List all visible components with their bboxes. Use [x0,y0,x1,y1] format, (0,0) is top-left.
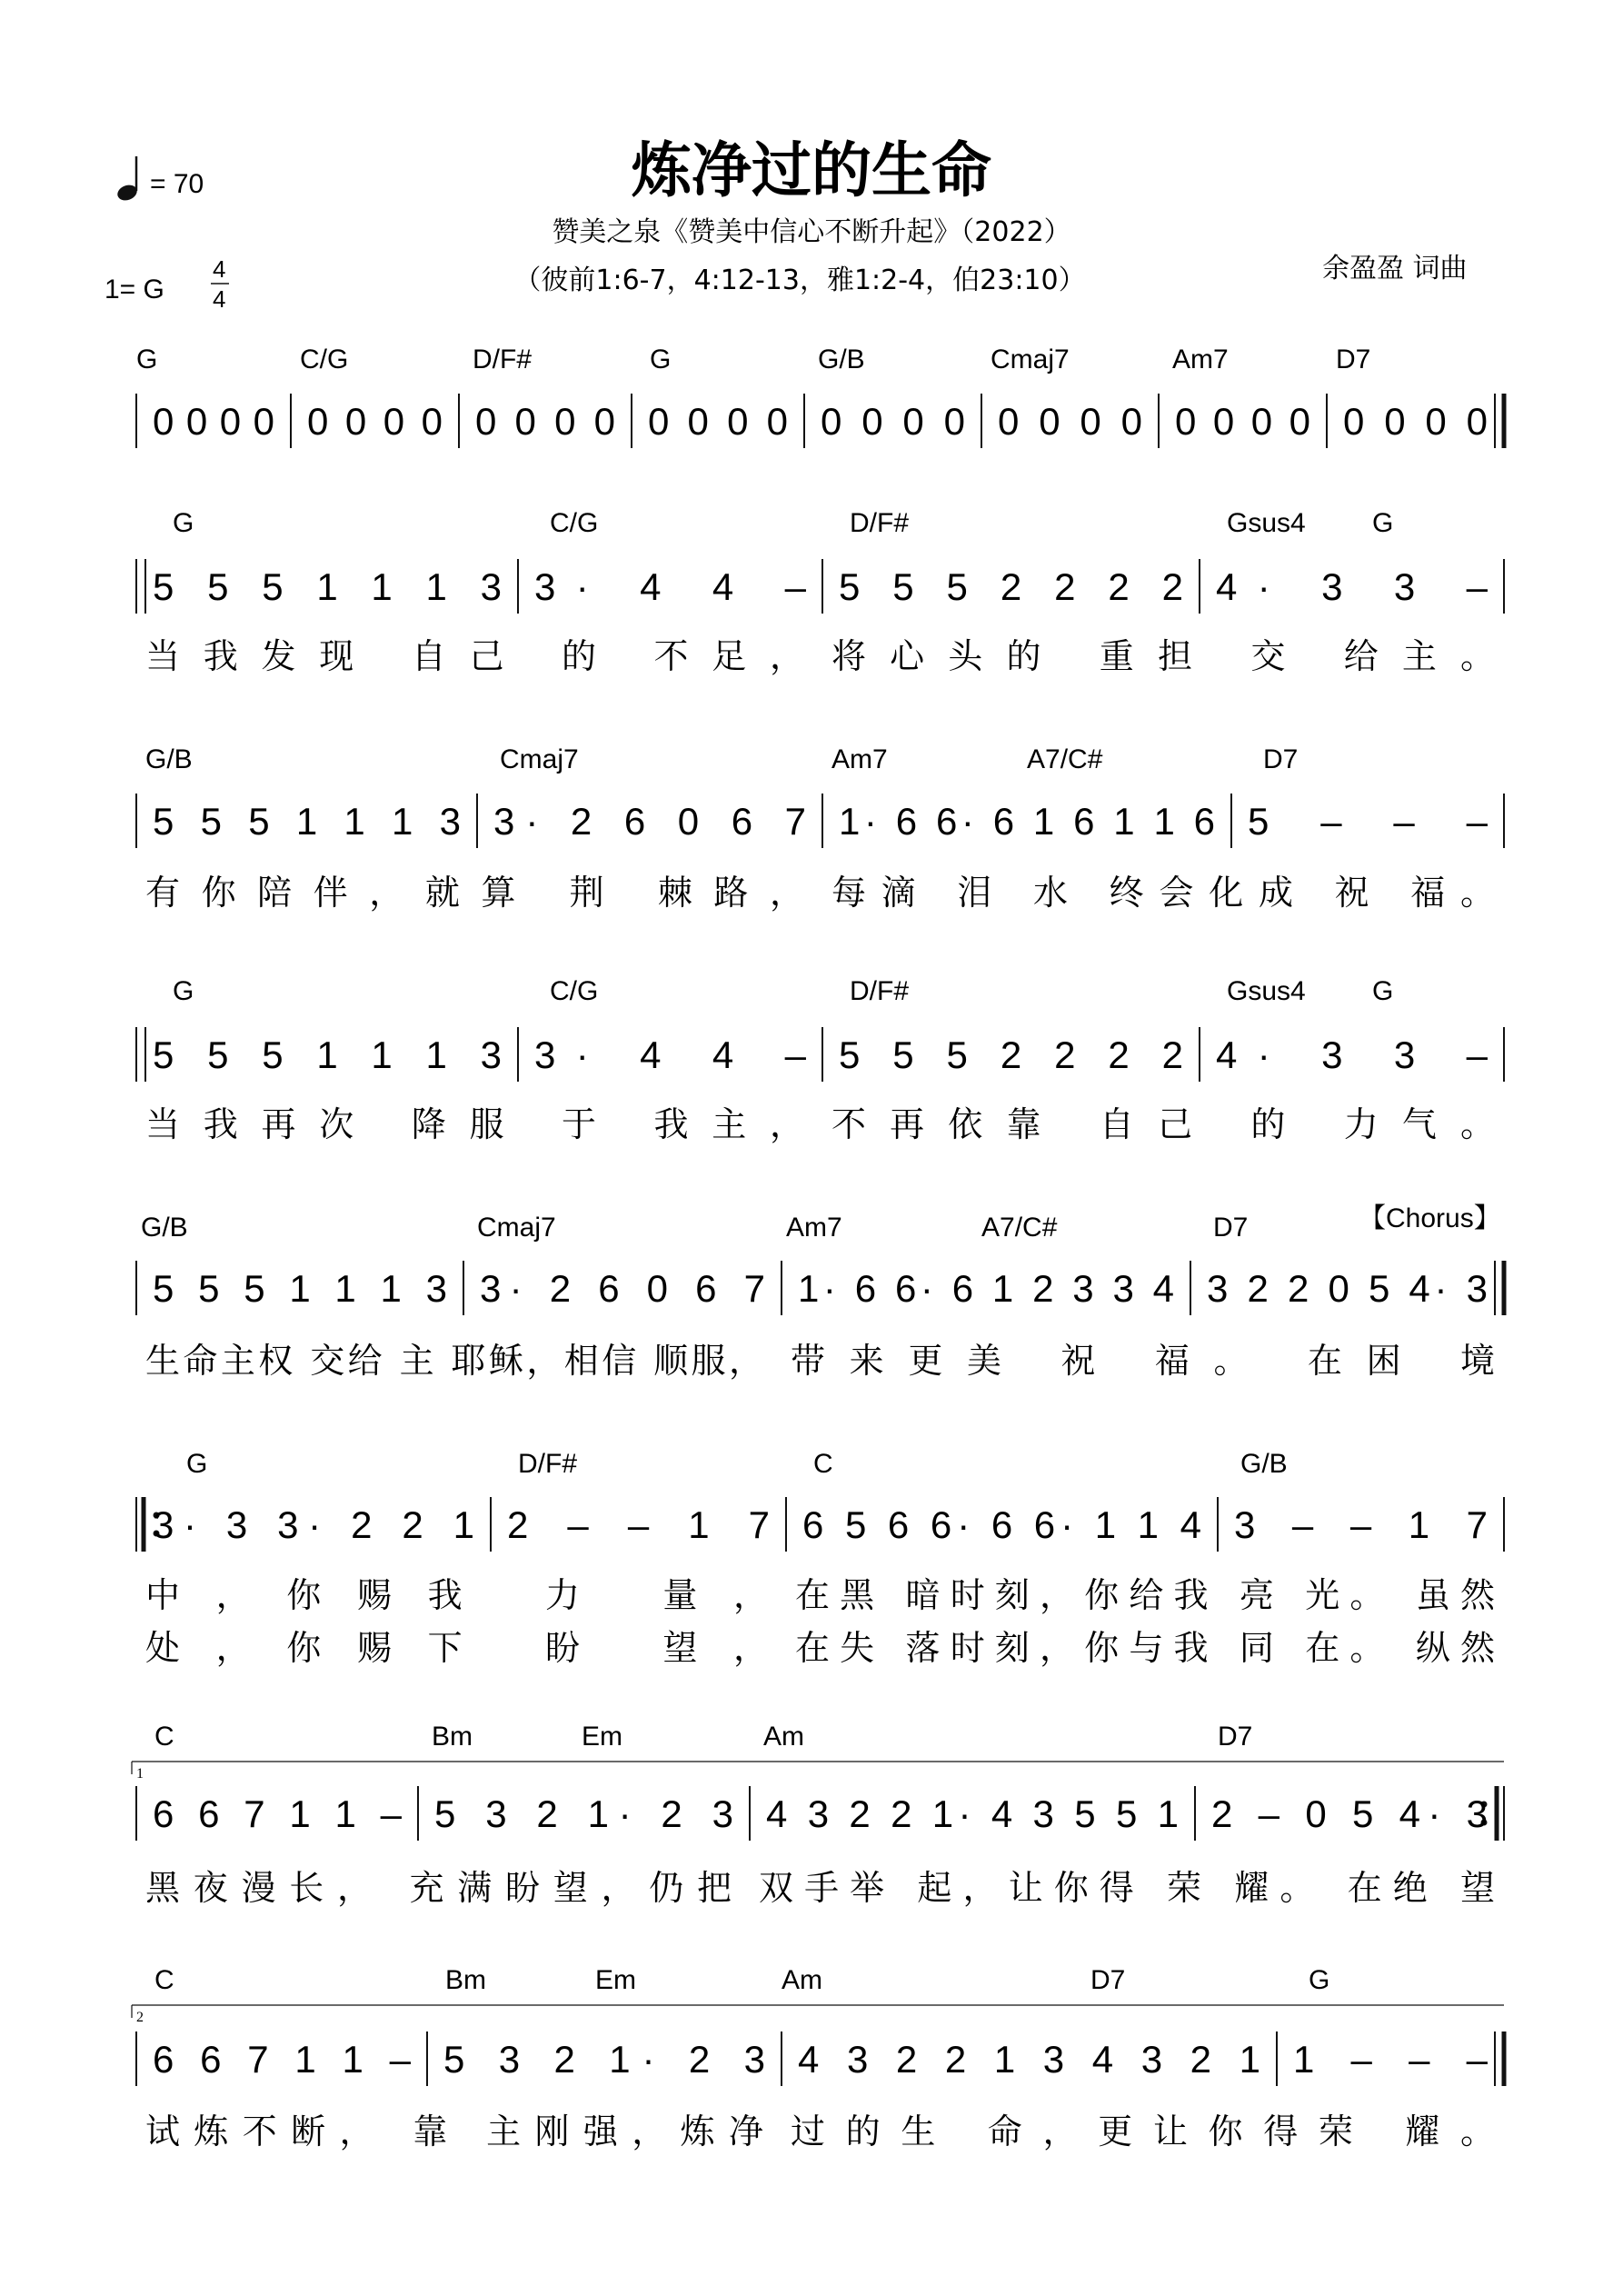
chord-symbol: C/G [550,976,599,1006]
system-4 [136,976,1504,1144]
system-1 [136,344,1504,448]
chord-symbol: C/G [300,344,349,374]
lyric-line: 当我再次 降服 于 我主， [145,1104,804,1144]
chord-symbol: Bm [432,1722,473,1752]
chord-symbol: G/B [141,1213,188,1243]
measure-notes: 5 5 5 1 1 1 3 [153,800,461,843]
lyric-line: 带来更美 祝 福。 在困 境 [791,1341,1495,1381]
measure-notes: 6 6 7 1 1 – [153,2038,411,2081]
measure-notes: 2 – 0 5 4· 3 [1211,1792,1488,1835]
measure-notes: 1· 6 6· 6 1 2 3 3 4 [798,1267,1174,1310]
measure-notes: 5 5 5 2 2 2 2 [839,1033,1183,1076]
chord-symbol: G [650,344,672,374]
chord-symbol: Em [582,1722,622,1752]
measure-notes: 3· 4 4 – [534,1033,806,1076]
measure-notes: 5 3 2 1· 2 3 [434,1792,733,1835]
tempo-marking [115,156,204,203]
measure-notes: 1 – – – [1293,2038,1488,2081]
lyric-line: 当我发现 自己 的 不足， [145,636,804,676]
chord-symbol: G [1372,976,1394,1006]
chord-symbol: Am [763,1722,804,1752]
measure-notes: 6 5 6 6· 6 6· 1 1 4 [802,1503,1201,1546]
lyric-line: 在黑 暗时刻，你给我 亮 光。 虽然 [795,1575,1495,1615]
time-sig-bottom: 4 [213,285,226,313]
chord-symbol: D/F# [473,344,533,374]
measure-notes: 1· 6 6· 6 1 6 1 1 6 [839,800,1215,843]
measure-notes: 3· 3 3· 2 2 1 [153,1503,474,1546]
measure-notes: 5 5 5 1 1 1 3 [153,1267,447,1310]
chord-symbol: Cmaj7 [500,744,579,774]
song-title: 炼净过的生命 [632,135,991,205]
measure-notes: 4· 3 3 – [1216,565,1488,608]
chord-symbol: D7 [1218,1722,1253,1752]
system-7 [132,1722,1504,1908]
measure-notes: 4 3 2 2 1· 4 3 5 5 1 [766,1792,1179,1835]
chord-symbol: G/B [1240,1449,1288,1479]
chord-symbol: Am7 [831,744,888,774]
chord-symbol: Cmaj7 [477,1213,556,1243]
chord-symbol: D/F# [850,508,910,538]
volta-number: 2 [136,2010,144,2025]
key-signature: 1= G [105,275,164,304]
system-6 [136,1449,1504,1668]
measure-notes: 0 0 0 0 [1343,400,1488,443]
chord-symbol: D7 [1090,1965,1126,1995]
measure-notes: 4· 3 3 – [1216,1033,1488,1076]
measure-notes: 0 0 0 0 [648,400,788,443]
chord-symbol: G/B [145,744,193,774]
measure-notes: 5 3 2 1· 2 3 [443,2038,765,2081]
measure-notes: 0 0 0 0 [307,400,443,443]
song-source: 赞美之泉《赞美中信心不断升起》（2022） [552,216,1071,248]
tempo-text: = 70 [150,169,204,199]
author-credit: 余盈盈 词曲 [1322,253,1468,285]
measure-notes: 2 – – 1 7 [507,1503,770,1546]
system-2 [136,508,1504,676]
chord-symbol: C [154,1722,174,1752]
chord-symbol: C [154,1965,174,1995]
chord-symbol: C [813,1449,833,1479]
chord-symbol: G [1309,1965,1330,1995]
chord-symbol: A7/C# [981,1213,1058,1243]
chord-symbol: C/G [550,508,599,538]
measure-notes: 3· 2 6 0 6 7 [493,800,806,843]
chord-symbol: D/F# [850,976,910,1006]
measure-notes: 5 – – – [1248,800,1488,843]
scripture-refs: （彼前1:6-7，4:12-13，雅1:2-4，伯23:10） [513,265,1086,296]
measure-notes: 3 2 2 0 5 4· 3 [1207,1267,1488,1310]
chord-symbol: Am [782,1965,822,1995]
lyric-line: 双手举 起，让你得 荣 耀。 在绝 望 [759,1868,1495,1908]
chord-symbol: G [136,344,158,374]
lyric-line-verse2: 处，你赐下 盼 望， [145,1628,768,1668]
measure-notes: 3 – – 1 7 [1234,1503,1488,1546]
lyric-line: 黑夜漫长， 充满盼望，仍把 [145,1868,732,1908]
system-8 [132,1965,1504,2151]
chord-symbol: Gsus4 [1227,508,1306,538]
chord-symbol: Em [595,1965,636,1995]
chord-symbol: D7 [1213,1213,1249,1243]
chord-symbol: Am7 [786,1213,842,1243]
lyric-line: 中，你赐我 力 量， [145,1575,768,1615]
measure-notes: 5 5 5 2 2 2 2 [839,565,1183,608]
lyric-line: 过的生 命，更让你得荣 耀。 [791,2111,1495,2151]
volta-number: 1 [136,1766,144,1782]
measure-notes: 0 0 0 0 [1175,400,1310,443]
measure-notes: 4 3 2 2 1 3 4 3 2 1 [798,2038,1260,2081]
chord-symbol: G [186,1449,208,1479]
chord-symbol: G [173,508,194,538]
measure-notes: 0 0 0 0 [475,400,615,443]
measure-notes: 3· 2 6 0 6 7 [480,1267,765,1310]
lyric-line-verse2: 在失 落时刻，你与我 同 在。 纵然 [795,1628,1495,1668]
systems [132,344,1504,2151]
measure-notes: 0 0 0 0 [153,400,274,443]
system-3 [136,744,1504,913]
system-5 [136,1203,1504,1381]
chord-symbol: G [173,976,194,1006]
measure-notes: 0 0 0 0 [821,400,965,443]
lyric-line: 每滴 泪 水 终会化成 祝 福。 [831,873,1495,913]
lyric-line: 试炼不断， 靠 主刚强，炼净 [145,2111,763,2151]
chord-symbol: D7 [1336,344,1371,374]
lyric-line: 将心头的 重担 交 给主。 [831,636,1495,676]
lyric-line: 不再依靠 自己 的 力气。 [831,1104,1495,1144]
measure-notes: 6 6 7 1 1 – [153,1792,402,1835]
chord-symbol: Gsus4 [1227,976,1306,1006]
chord-symbol: G [1372,508,1394,538]
measure-notes: 5 5 5 1 1 1 3 [153,565,502,608]
measure-notes: 5 5 5 1 1 1 3 [153,1033,502,1076]
chord-symbol: A7/C# [1027,744,1103,774]
chord-symbol: G/B [818,344,865,374]
chord-symbol: Am7 [1172,344,1229,374]
time-sig-top: 4 [213,255,226,283]
chord-symbol: D/F# [518,1449,578,1479]
chord-symbol: D7 [1263,744,1299,774]
chord-symbol: Bm [445,1965,486,1995]
lyric-line: 生命主权 交给 主 耶稣，相信 顺服， [145,1341,763,1381]
lyric-line: 有你陪伴，就算 荆 棘路， [145,873,804,913]
chord-symbol: Cmaj7 [991,344,1070,374]
measure-notes: 0 0 0 0 [998,400,1142,443]
measure-notes: 3· 4 4 – [534,565,806,608]
section-marker: 【Chorus】 [1359,1203,1501,1233]
